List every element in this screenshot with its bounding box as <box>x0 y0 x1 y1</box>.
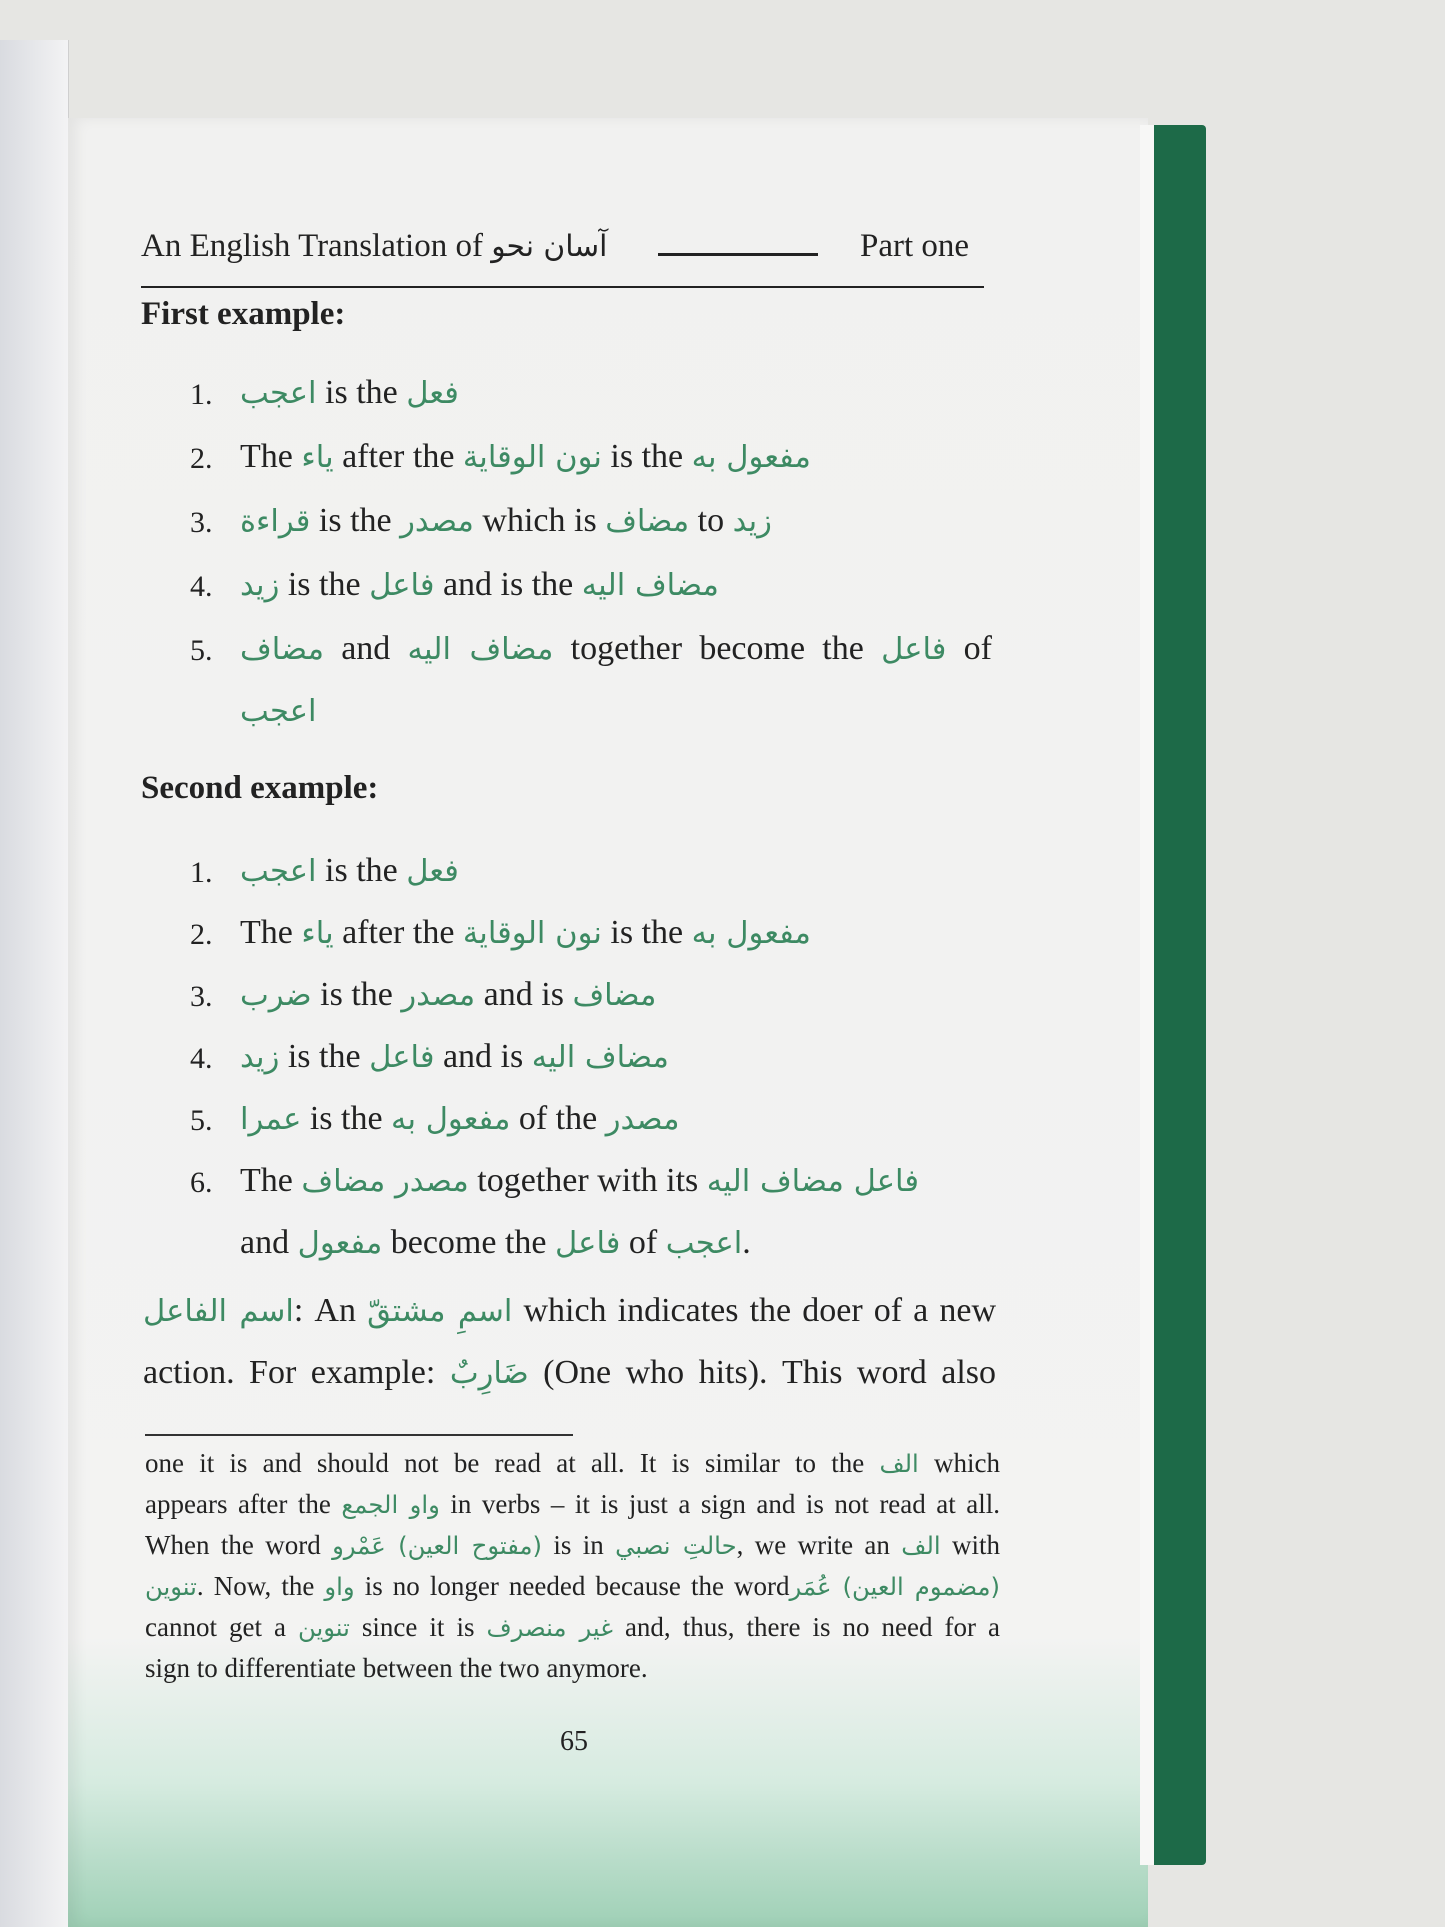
text-segment: is the <box>279 1038 370 1075</box>
arabic-term: عمرا <box>240 1102 302 1137</box>
arabic-term: فعل <box>406 376 459 411</box>
arabic-term: زيد <box>240 1040 280 1075</box>
list-number: 5. <box>190 634 213 667</box>
arabic-term: فاعل <box>369 1040 435 1075</box>
arabic-term: اسم الفاعل <box>143 1294 294 1329</box>
text-segment: and <box>240 1224 298 1261</box>
text-segment: : An <box>293 1292 368 1329</box>
text-line <box>240 914 811 952</box>
text-line <box>240 692 317 730</box>
text-segment: after the <box>333 914 463 951</box>
text-segment: become the <box>382 1224 556 1261</box>
text-segment: is the <box>301 1100 392 1137</box>
text-segment: is the <box>601 438 692 475</box>
text-segment: The <box>240 1162 302 1199</box>
arabic-term: قراءة <box>240 504 311 539</box>
text-line <box>240 852 459 890</box>
text-segment: with <box>940 1530 1000 1560</box>
text-segment: is the <box>316 374 407 411</box>
arabic-term: مضاف <box>605 504 690 539</box>
text-segment: is the <box>279 566 370 603</box>
text-line <box>240 438 811 476</box>
list-number: 4. <box>190 1042 213 1075</box>
text-segment: cannot get a <box>145 1612 298 1642</box>
text-segment: The <box>240 914 302 951</box>
arabic-term: نون الوقاية <box>462 916 602 951</box>
text-segment: is the <box>310 502 401 539</box>
text-segment: . Now, the <box>196 1571 325 1601</box>
footnote-rule <box>145 1434 573 1436</box>
arabic-term: مضاف اليه <box>581 568 719 603</box>
arabic-term: مضاف اليه <box>407 632 554 667</box>
facing-page-edge <box>0 40 69 1927</box>
text-segment: , we write an <box>736 1530 902 1560</box>
text-segment: of <box>946 630 993 667</box>
arabic-term: الف <box>879 1449 919 1478</box>
text-line <box>240 1224 751 1262</box>
arabic-term: مصدر <box>400 504 474 539</box>
list-number: 4. <box>190 570 213 603</box>
page-number: 65 <box>560 1726 588 1757</box>
arabic-term: اعجب <box>240 694 317 729</box>
text-segment: action. For example: <box>143 1354 450 1391</box>
text-segment: (One who hits). This word also <box>528 1354 997 1391</box>
arabic-term: مضاف <box>240 632 324 667</box>
text-segment: together with its <box>468 1162 707 1199</box>
text-segment: is the <box>601 914 692 951</box>
text-segment: which <box>918 1448 1001 1478</box>
header-part: Part one <box>860 228 970 264</box>
arabic-term: مفعول <box>297 1226 383 1261</box>
arabic-term: ضَارِبٌ <box>449 1356 529 1391</box>
arabic-term: واو <box>324 1572 355 1601</box>
text-segment: . <box>742 1224 751 1261</box>
text-segment: and, thus, there is no need for a <box>612 1612 1000 1642</box>
arabic-term: اعجب <box>665 1226 743 1261</box>
text-line <box>240 566 719 604</box>
text-segment: appears after the <box>145 1489 342 1519</box>
arabic-term: مفعول به <box>691 440 811 475</box>
text-segment: is the <box>316 852 407 889</box>
arabic-term: مفعول به <box>391 1102 511 1137</box>
arabic-term: ضرب <box>240 978 312 1013</box>
text-segment: after the <box>333 438 463 475</box>
text-segment: since it is <box>349 1612 487 1642</box>
arabic-term: واو الجمع <box>341 1490 440 1519</box>
header-title-en: An English Translation of <box>141 228 483 264</box>
list-number: 3. <box>190 980 213 1013</box>
arabic-term: نون الوقاية <box>462 440 602 475</box>
text-segment: which is <box>473 502 606 539</box>
arabic-term: فاعل مضاف اليه <box>706 1164 919 1199</box>
text-line <box>240 1100 679 1138</box>
list-number: 2. <box>190 442 213 475</box>
text-line <box>145 1448 1000 1479</box>
arabic-term: تنوين <box>145 1572 197 1601</box>
arabic-term: فاعل <box>555 1226 621 1261</box>
text-segment: one it is and should not be read at all. It is similar to the <box>145 1448 880 1478</box>
header-dash <box>658 253 818 256</box>
running-header-title <box>141 228 607 265</box>
list-number: 5. <box>190 1104 213 1137</box>
text-segment: sign to differentiate between the two anymore. <box>145 1653 648 1683</box>
second-example-heading: Second example: <box>141 770 379 806</box>
arabic-term: مصدر مضاف <box>301 1164 469 1199</box>
text-line <box>145 1612 1000 1643</box>
text-line <box>240 502 772 540</box>
text-line <box>240 630 992 668</box>
arabic-term: ياء <box>301 916 334 951</box>
text-line <box>145 1530 1000 1561</box>
text-line <box>145 1571 1000 1602</box>
arabic-term: اعجب <box>240 376 317 411</box>
list-number: 3. <box>190 506 213 539</box>
text-segment: The <box>240 438 302 475</box>
text-segment: and is the <box>434 566 582 603</box>
arabic-term: (مضموم العين) عُمَر <box>789 1572 1000 1601</box>
arabic-term: مصدر <box>605 1102 680 1137</box>
text-line <box>145 1653 648 1684</box>
text-segment: to <box>689 502 733 539</box>
arabic-term: مضاف <box>572 978 657 1013</box>
text-segment: is no longer needed because the word <box>354 1571 790 1601</box>
arabic-term: فاعل <box>369 568 435 603</box>
list-number: 2. <box>190 918 213 951</box>
text-segment: and <box>323 630 408 667</box>
text-segment: is the <box>311 976 402 1013</box>
text-line <box>240 976 656 1014</box>
header-title-ar: آسان نحو <box>491 229 608 264</box>
text-segment: in verbs – it is just a sign and is not read at all. <box>439 1489 1000 1519</box>
text-segment: is in <box>542 1530 616 1560</box>
text-segment: together become the <box>553 630 882 667</box>
text-line <box>240 1038 669 1076</box>
text-line <box>240 374 459 412</box>
page-block-edge <box>1140 125 1154 1865</box>
text-segment: and is <box>475 976 573 1013</box>
list-number: 1. <box>190 856 213 889</box>
arabic-term: الف <box>901 1531 941 1560</box>
arabic-term: اعجب <box>240 854 317 889</box>
arabic-term: ياء <box>301 440 334 475</box>
arabic-term: (مفتوح العين) عَمْرو <box>332 1531 542 1560</box>
arabic-term: زيد <box>240 568 280 603</box>
text-segment: When the word <box>145 1530 333 1560</box>
arabic-term: تنوين <box>298 1613 350 1642</box>
arabic-term: فعل <box>406 854 459 889</box>
arabic-term: اسمِ مشتقّ <box>367 1294 513 1329</box>
arabic-term: فاعل <box>881 632 947 667</box>
arabic-term: غير منصرف <box>486 1613 613 1642</box>
text-line <box>143 1292 996 1330</box>
arabic-term: مضاف اليه <box>531 1040 669 1075</box>
arabic-term: مصدر <box>401 978 476 1013</box>
text-segment: and is <box>434 1038 532 1075</box>
arabic-term: مفعول به <box>691 916 811 951</box>
text-line <box>240 1162 919 1200</box>
first-example-heading: First example: <box>141 296 346 332</box>
text-line <box>145 1489 1000 1520</box>
text-line <box>143 1354 996 1392</box>
text-segment: of the <box>510 1100 606 1137</box>
text-segment: which indicates the doer of a new <box>512 1292 997 1329</box>
header-rule <box>141 286 984 288</box>
list-number: 6. <box>190 1166 213 1199</box>
text-segment: of <box>620 1224 666 1261</box>
arabic-term: حالتِ نصبي <box>615 1531 737 1560</box>
arabic-term: زيد <box>732 504 772 539</box>
list-number: 1. <box>190 378 213 411</box>
